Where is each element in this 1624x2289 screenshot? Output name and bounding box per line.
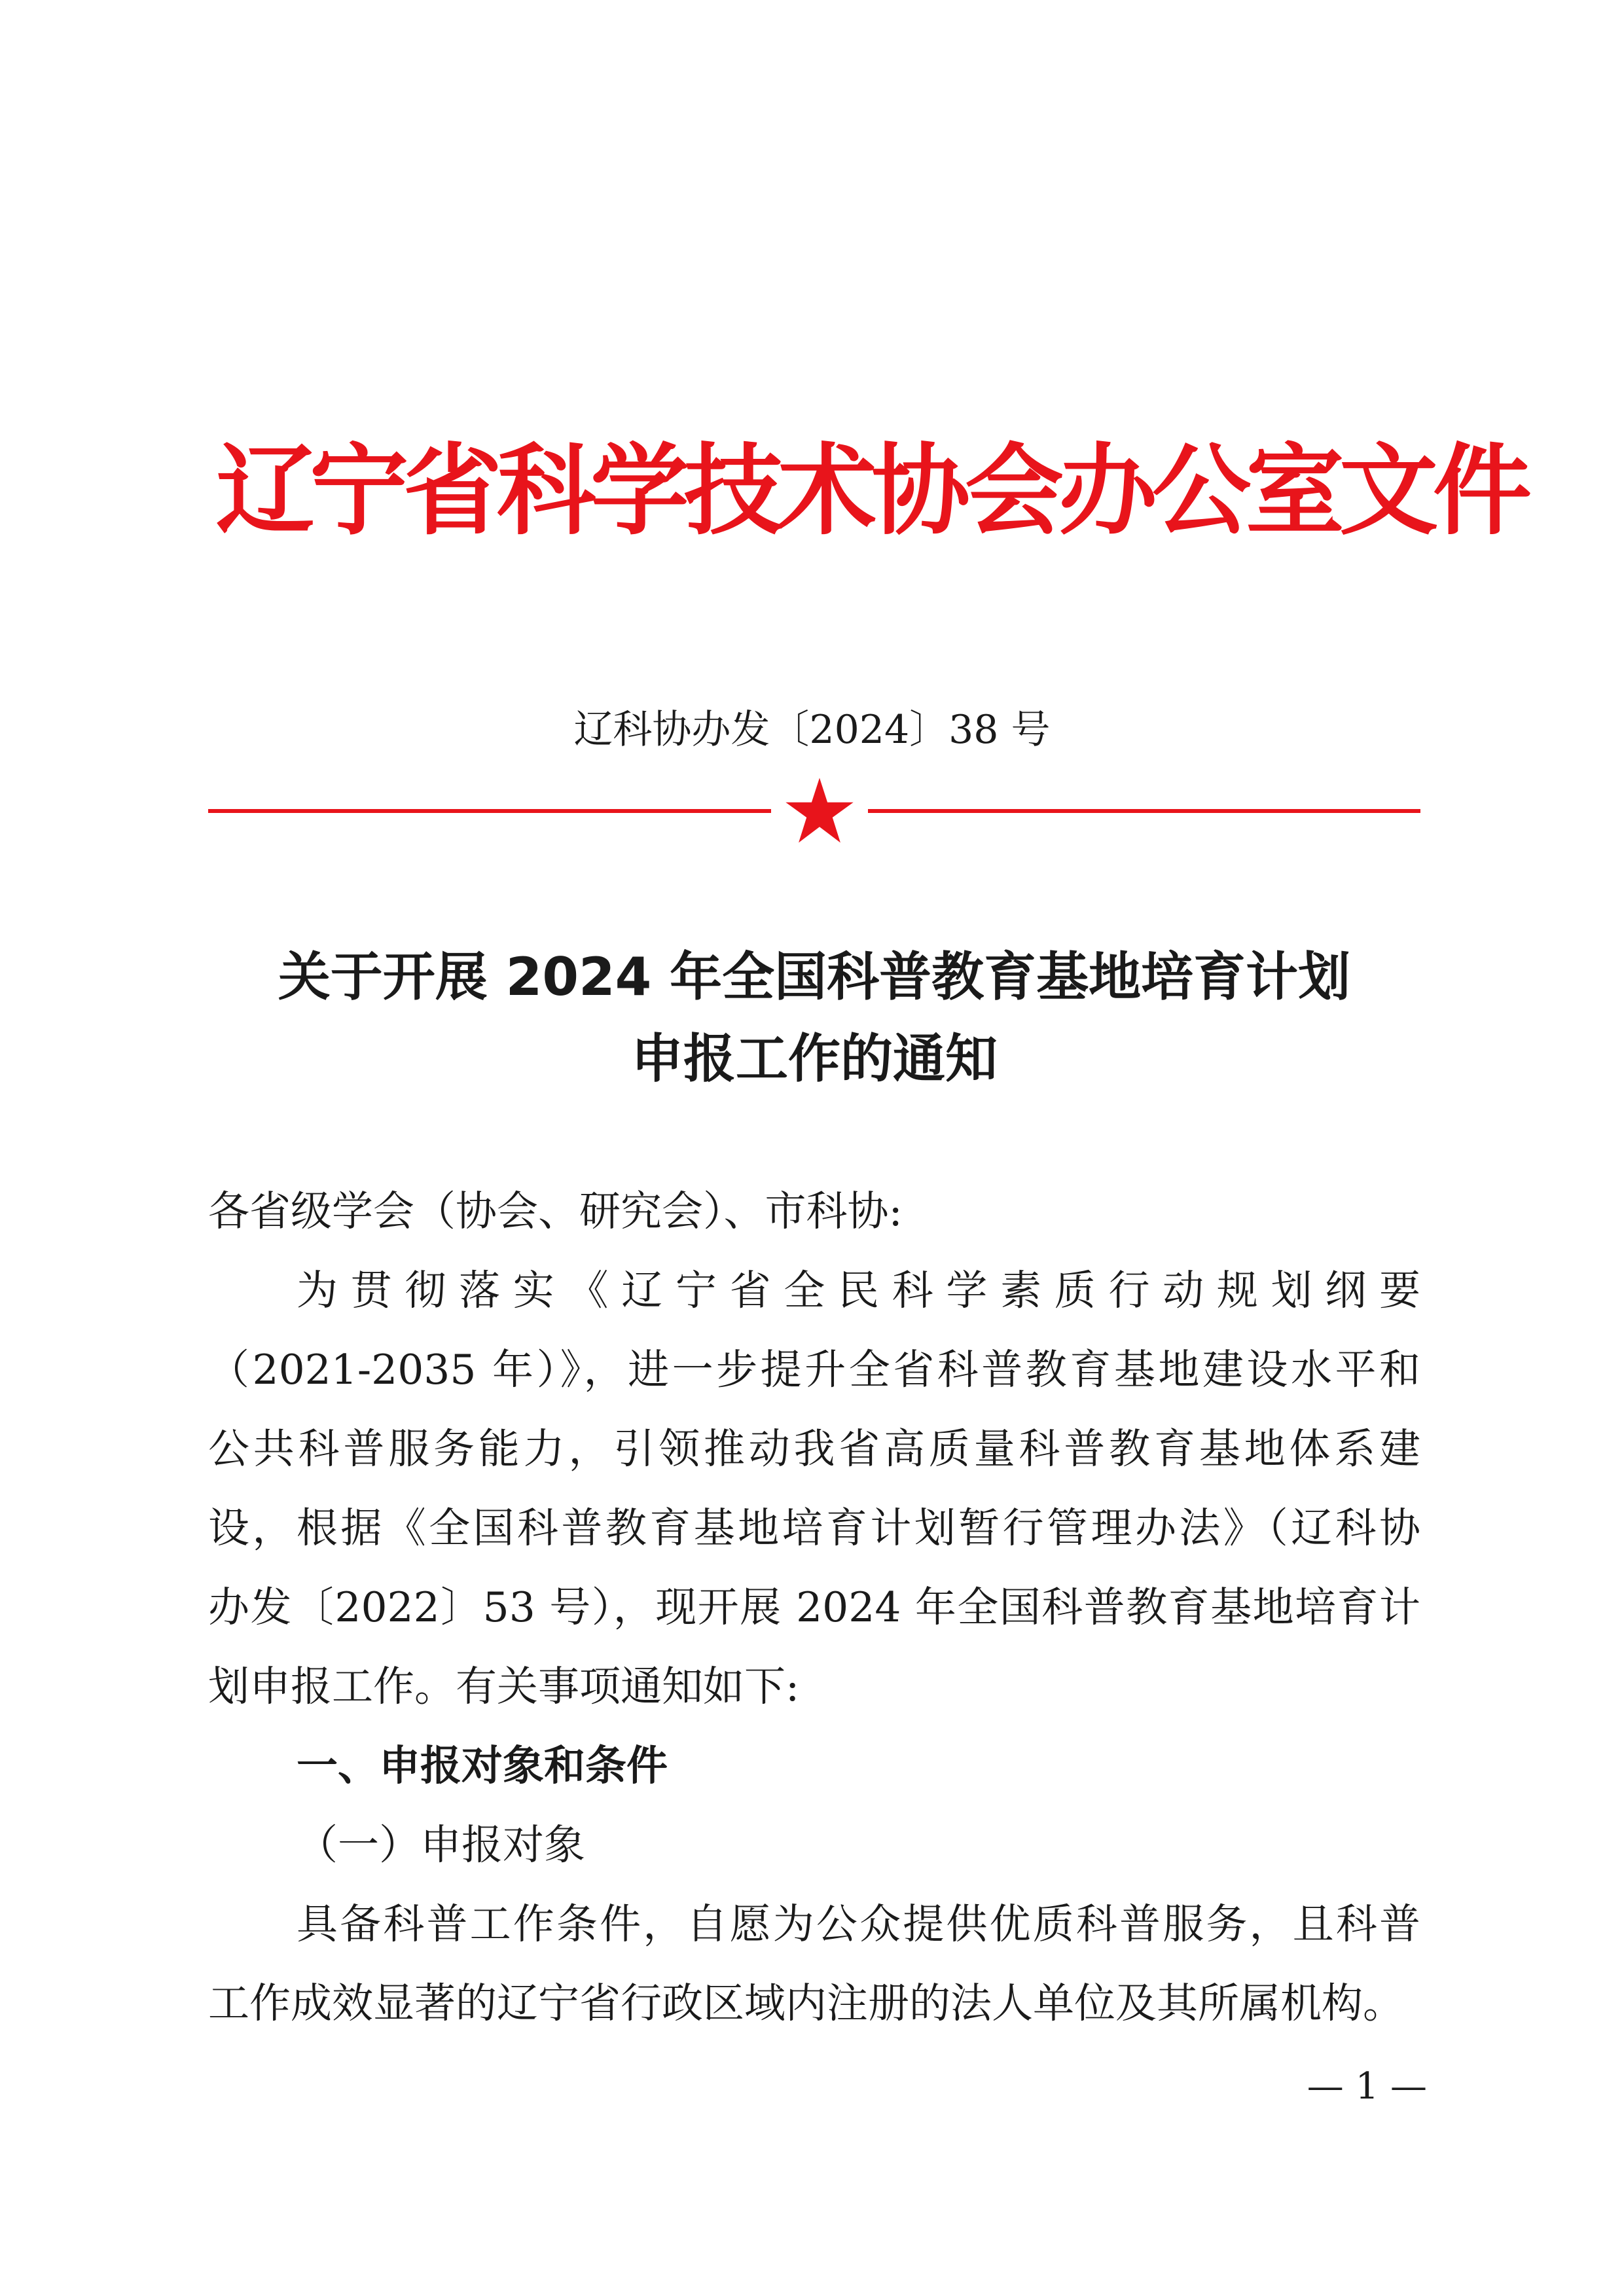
header-rule-right: [868, 809, 1420, 813]
star-icon: [784, 775, 856, 847]
document-number: 辽科协办发〔2024〕38 号: [573, 707, 1051, 753]
notice-title: [208, 936, 1420, 1100]
intro-line-6: 划申报工作。有关事项通知如下:: [208, 1663, 800, 1710]
salutation: 各省级学会（协会、研究会）、市科协:: [208, 1187, 903, 1235]
header-rule-left: [208, 809, 771, 813]
page-number: — 1 —: [1307, 2065, 1427, 2108]
subsection-1-heading: （一）申报对象: [297, 1821, 585, 1869]
document-body: [208, 1172, 1420, 2043]
notice-title-line-1: 关于开展 2024 年全国科普教育基地培育计划: [278, 946, 1351, 1007]
intro-line-3: 公共科普服务能力，引领推动我省高质量科普教育基地体系建: [208, 1425, 1420, 1473]
document-header-title: 辽宁省科学技术协会办公室文件: [216, 433, 1527, 549]
intro-line-2: （2021-2035 年）》，进一步提升全省科普教育基地建设水平和: [208, 1346, 1420, 1394]
notice-title-line-2: 申报工作的通知: [631, 1028, 998, 1089]
subsection-1-line-2: 工作成效显著的辽宁省行政区域内注册的法人单位及其所属机构。: [208, 1979, 1404, 2027]
intro-line-1: 为贯彻落实《辽宁省全民科学素质行动规划纲要: [297, 1267, 1420, 1314]
subsection-1-line-1: 具备科普工作条件，自愿为公众提供优质科普服务，且科普: [297, 1900, 1420, 1948]
intro-line-5: 办发〔2022〕53 号），现开展 2024 年全国科普教育基地培育计: [208, 1583, 1420, 1631]
intro-line-4: 设，根据《全国科普教育基地培育计划暂行管理办法》（辽科协: [208, 1504, 1420, 1552]
section-1-heading: 一、申报对象和条件: [297, 1742, 668, 1790]
